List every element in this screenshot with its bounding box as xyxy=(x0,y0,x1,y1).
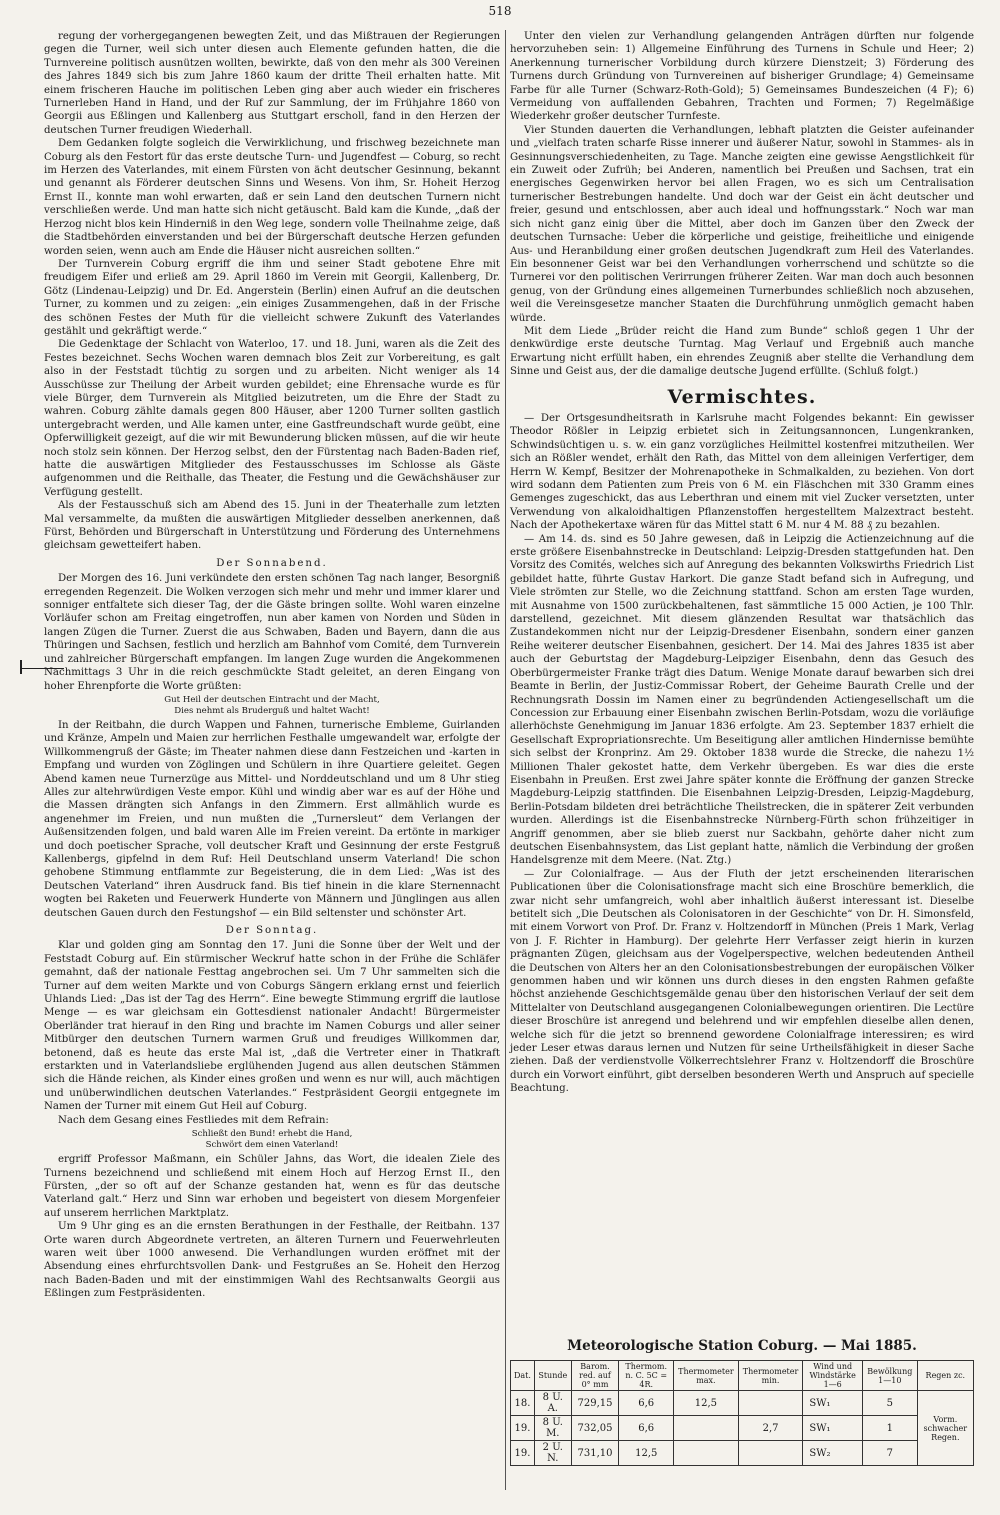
cell-dat: 18. xyxy=(511,1391,535,1416)
verse-line: Gut Heil der deutschen Eintracht und der Macht, xyxy=(164,694,380,705)
cell-max xyxy=(674,1416,739,1441)
paragraph: regung der vorhergegangenen bewegten Zeit, und das Mißtrauen der Regierungen gegen die Turner, weil sich unter diesen auch Elemente gefunden hatten, die die Turnvereine politisch ausnützen wollten, bewirkte, daß von den mehr als 300 Vereinen des Jahres 1849 sich bis zum Jahre 1860 kaum der dritte Theil erhalten hatte. Mit einem frischeren Hauche im politischen Leben ging aber auch wieder ein frischeres Turnerleben Hand in Hand, und der Ruf zur Sammlung, der im Frühjahre 1860 von Georgii aus Eßlingen und Kallenberg aus Stuttgart erscholl, fand in den Herzen der deutschen Turner freudigen Wiederhall. xyxy=(44,31,500,136)
paragraph: In der Reitbahn, die durch Wappen und Fahnen, turnerische Embleme, Guirlanden und Kränze, Ampeln und Maien zur herrlichen Festhalle umgewandelt war, erfolgte der Willkommengruß der Gäste; im Theater nahmen diese dann Festzeichen und -karten in Empfang und wurden von Zöglingen und Schülern in ihre Quartiere geleitet. Gegen Abend kamen neue Turnerzüge aus Mittel- und Norddeutschland und um 8 Uhr stieg Alles zur altehrwürdigen Veste empor. Kühl und windig aber war es auf der Höhe und die Massen drängten sich Anfangs in den Zimmern. Erst allmählich wurde es angenehmer im Freien, und nun mußten die „Turnersleut“ dem Verlangen der Außensitzenden folgen, und bald waren Alle im Freien vereint. Da ertönte in markiger und doch poetischer Sprache, voll deutscher Kraft und Gesinnung der erste Festgruß Kallenbergs, gipfelnd in dem Ruf: Heil Deutschland unserm Vaterland! Die schon gehobene Stimmung entflammte zur Begeisterung, die in dem Lied: „Was ist des Deutschen Vaterland“ ihren Ausdruck fand. Bis tief hinein in die klare Sternennacht wogten bei Raketen und Feuerwerk Hunderte von Männern und Jünglingen aus allen deutschen Gauen durch den Festungshof — ein Bild seltenster und schönster Art. xyxy=(44,719,500,919)
paragraph: — Zur Colonialfrage. — Aus der Fluth der jetzt erscheinenden literarischen Publicationen über die Colonisationsfrage macht sich eine Broschüre bemerklich, die zwar nicht sehr umfangreich, wohl aber inhaltlich äußerst interessant ist. Dieselbe betitelt sich „Die Deutschen als Colonisatoren in der Geschichte“ von Dr. H. Simonsfeld, mit einem Vorwort von Prof. Dr. Franz v. Holtzendorff in München (Preis 1 Mark, Verlag von J. F. Richter in Hamburg). Der gelehrte Herr Verfasser zeigt hierin in kurzen prägnanten Zügen, gleichsam aus der Vogelperspective, welchen bedeutenden Antheil die Deutschen von Alters her an den Colonisationsbestrebungen der europäischen Völker genommen haben und wir können uns durch dieses in den engsten Rahmen gefaßte höchst anziehende Geschichtsgemälde genau über den historischen Verlauf der seit dem Mittelalter von Deutschland ausgegangenen Colonialbewegungen orientiren. Die Lectüre dieser Broschüre ist anregend und belehrend und wir empfehlen dieselbe allen denen, welche sich für die jetzt so brennend gewordene Colonialfrage interessiren; es wird jeder Leser etwas daraus lernen und Nutzen für seine Urtheilsfähigkeit in dieser Sache ziehen. Daß der verdienstvolle Völkerrechtslehrer Franz v. Holtzendorff die Broschüre durch ein Vorwort einführt, gibt derselben besonderen Werth und Anspruch auf specielle Beachtung. xyxy=(510,868,974,1095)
cell-bewoelkung: 1 xyxy=(862,1416,917,1441)
table-row xyxy=(511,1441,974,1466)
header-dat: Dat. xyxy=(511,1361,535,1391)
paragraph: Als der Festausschuß sich am Abend des 15. Juni in der Theaterhalle zum letzten Mal versammelte, da mußten die auswärtigen Mitglieder desselben anerkennen, daß Fürst, Behörden und Bürgerschaft in Unterstützung und Förderung des Unternehmens gleichsam gewetteifert haben. xyxy=(44,500,500,552)
cell-wind: SW₂ xyxy=(803,1441,863,1466)
verse-line: Schwört dem einen Vaterland! xyxy=(205,1140,339,1151)
cell-min xyxy=(738,1391,803,1416)
subheading-sunday: Der Sonntag. xyxy=(225,925,319,936)
cell-barom: 731,10 xyxy=(571,1441,619,1466)
paragraph: Unter den vielen zur Verhandlung gelangenden Anträgen dürften nur folgende hervorzuheben sein: 1) Allgemeine Einführung des Turnens in Schule und Heer; 2) Anerkennung turnerischer Vorbildung durch kürzere Dienstzeit; 3) Förderung des Turnens durch Gründung von Turnvereinen auf bisheriger Grundlage; 4) Gemeinsame Farbe für alle Turner (Schwarz-Roth-Gold); 5) Gemeinsames Bundeszeichen (4 F); 6) Vermeidung von auffallenden Gebahren, Trachten und Formen; 7) Regelmäßige Wiederkehr großer deutscher Turnfeste. xyxy=(510,31,974,123)
paragraph: Um 9 Uhr ging es an die ernsten Berathungen in der Festhalle, der Reitbahn. 137 Orte waren durch Abgeordnete vertreten, an älteren Turnern und Feuerwehrleuten waren weit über 1000 anwesend. Die Verhandlungen wurden eröffnet mit der Absendung eines ehrfurchtsvollen Dank- und Festgrußes an Se. Hoheit den Herzog nach Baden-Baden und mit der einstimmigen Wahl des Rechtsanwalts Georgii aus Eßlingen zum Festpräsidenten. xyxy=(44,1221,500,1300)
paragraph: ergriff Professor Maßmann, ein Schüler Jahns, das Wort, die idealen Ziele des Turnens bezeichnend und schließend mit einem Hoch auf Herzog Ernst II., den Fürsten, „der so oft auf der Schanze gestanden hat, wenn es für das deutsche Vaterland galt.“ Herz und Sinn war erhoben und begeistert von diesem Morgenfeier auf unserem herrlichen Marktplatz. xyxy=(44,1154,500,1219)
paragraph: — Am 14. ds. sind es 50 Jahre gewesen, daß in Leipzig die Actienzeichnung auf die erste größere Eisenbahnstrecke in Deutschland: Leipzig-Dresden stattgefunden hat. Den Vorsitz des Comités, welches sich auf Anregung des bekannten Volkswirths Friedrich List gebildet hatte, führte Gustav Harkort. Die ganze Stadt befand sich in Aufregung, und Viele strömten zur Stelle, wo die Zeichnung stattfand. Schon am ersten Tage wurden, mit Ausnahme von 1500 zurückbehaltenen, fast sämmtliche 15 000 Actien, je 100 Thlr. darstellend, gezeichnet. Mit diesem glänzenden Resultat war thatsächlich das Zustandekommen nicht nur der Leipzig-Dresdener Eisenbahn, sondern einer ganzen Reihe weiterer deutscher Eisenbahnen, gesichert. Der 14. Mai des Jahres 1835 ist aber auch der Geburtstag der Magdeburg-Leipziger Eisenbahn, denn das Gesuch des Oberbürgermeister Franke trägt dies Datum. Wenige Monate darauf bewarben sich drei Beamte in Berlin, der Justiz-Commissar Robert, der Geheime Baurath Crelle und der Rechnungsrath Dossin im Namen einer zu begründenden Actiengesellschaft um die Concession zur Erbauung einer Eisenbahn zwischen Berlin-Potsdam, wozu die vorläufige allerhöchste Genehmigung im Januar 1836 erfolgte. Am 23. September 1837 erhielt die Gesellschaft Expropriationsrechte. Um Beseitigung aller amtlichen Hindernisse bemühte sich selbst der Kronprinz. Am 29. Oktober 1838 wurde die Strecke, die nahezu 1½ Millionen Thaler gekostet hatte, dem Verkehr übergeben. Es war dies die erste Eisenbahn in Preußen. Erst zwei Jahre später konnte die Eröffnung der ganzen Strecke Magdeburg-Leipzig stattfinden. Die Eisenbahnen Leipzig-Dresden, Leipzig-Magdeburg, Berlin-Potsdam bildeten drei beträchtliche Theilstrecken, die in späterer Zeit verbunden wurden. Allerdings ist die Eisenbahnstrecke Nürnberg-Fürth schon frühzeitiger in Angriff genommen, aber sie blieb zuerst nur Sackbahn, gehörte daher nicht zum deutschen Eisenbahnsystem, das List geplant hatte, nämlich die Verbindung der großen Handelsgrenze mit dem Meere. (Nat. Ztg.) xyxy=(510,533,974,867)
cell-therm: 12,5 xyxy=(619,1441,674,1466)
paragraph: Die Gedenktage der Schlacht von Waterloo, 17. und 18. Juni, waren als die Zeit des Festes bezeichnet. Sechs Wochen waren demnach blos Zeit zur Vorbereitung, es galt also in der Feststadt tüchtig zu sorgen und zu arbeiten. Nicht weniger als 14 Ausschüsse zur Theilung der Arbeit wurden gebildet; eine Ehrensache wurde es für viele Bürger, dem Turnverein als Mitglied beizutreten, um die Ehre der Stadt zu wahren. Coburg zählte damals gegen 800 Häuser, aber 1200 Turner sollten gastlich untergebracht werden, und Alle kamen unter, eine Gastfreundschaft wurde geübt, eine Opferwilligkeit gezeigt, auf die wir mit Bewunderung blicken müssen, auf die wir heute noch stolz sein können. Der Herzog selbst, den der Fürstentag nach Baden-Baden rief, hatte die auswärtigen Mitglieder des Festausschusses im Schlosse als Gäste aufgenommen und die Reithalle, das Theater, die Festung und die Gewächshäuser zur Verfügung gestellt. xyxy=(44,339,500,498)
paragraph: Mit dem Liede „Brüder reicht die Hand zum Bunde“ schloß gegen 1 Uhr der denkwürdige erste deutsche Turntag. Mag Verlauf und Ergebniß auch manche Erwartung nicht erfüllt haben, ein ehrendes Zeugniß aber stellte die Verhandlung dem Sinne und Geist aus, der die damalige deutsche Jugend erfüllte. (Schluß folgt.) xyxy=(510,325,974,378)
table-header-row xyxy=(511,1361,974,1391)
cell-stunde: 2 U. N. xyxy=(534,1441,571,1466)
header-regen: Regen zc. xyxy=(917,1361,973,1391)
cell-min: 2,7 xyxy=(738,1416,803,1441)
header-stunde: Stunde xyxy=(534,1361,571,1391)
right-column xyxy=(510,30,974,1095)
paragraph: Der Turnverein Coburg ergriff die ihm und seiner Stadt gebotene Ehre mit freudigem Eifer und erließ am 29. April 1860 im Verein mit Georgii, Kallenberg, Dr. Götz (Lindenau-Leipzig) und Dr. Ed. Angerstein (Berlin) einen Aufruf an die deutschen Turner, zu kommen und zu zeigen: „ein einiges Zusammengehen, daß in der Frische des schönen Festes der Muth für die vielleicht schwere Zukunft des Vaterlandes gestählt und gekräftigt werde.“ xyxy=(44,258,500,337)
header-bewoelkung: Bewölkung 1—10 xyxy=(862,1361,917,1391)
cell-barom: 732,05 xyxy=(571,1416,619,1441)
page-number: 518 xyxy=(488,4,512,18)
weather-station-block xyxy=(510,1338,974,1466)
weather-title: Meteorologische Station Coburg. — Mai 1885. xyxy=(567,1338,917,1354)
table-row xyxy=(511,1416,974,1441)
table-row xyxy=(511,1391,974,1416)
cell-wind: SW₁ xyxy=(803,1416,863,1441)
verse-line: Schließt den Bund! erhebt die Hand, xyxy=(191,1129,353,1140)
cell-therm: 6,6 xyxy=(619,1416,674,1441)
paragraph: Klar und golden ging am Sonntag den 17. Juni die Sonne über der Welt und der Feststadt Coburg auf. Ein stürmischer Weckruf hatte schon in der Frühe die Schläfer gemahnt, daß der nationale Festtag angebrochen sei. Um 7 Uhr sammelten sich die Turner auf dem weiten Markte und von Coburgs Sängern erklang ernst und feierlich Uhlands Lied: „Das ist der Tag des Herrn“. Eine bewegte Stimmung ergriff die lautlose Menge — es war gleichsam ein Gottesdienst nationaler Andacht! Bürgermeister Oberländer trat hierauf in den Ring und brachte im Namen Coburgs und aller seiner Mitbürger den deutschen Turnern warmen Gruß und freudiges Willkommen dar, betonend, daß es heute das erste Mal ist, „daß die Vertreter einer in Thatkraft erstarkten und in Vaterlandsliebe erglühenden Jugend aus allen deutschen Stämmen sich die Hände reichen, als Kinder eines großen und wenn es nur will, auch mächtigen und unüberwindlichen deutschen Vaterlandes.“ Festpräsident Georgii entgegnete im Namen der Turner mit einem Gut Heil auf Coburg. xyxy=(44,940,500,1113)
header-thermom: Thermom. n. C. 5C = 4R. xyxy=(619,1361,674,1391)
cell-dat: 19. xyxy=(511,1416,535,1441)
cell-min xyxy=(738,1441,803,1466)
cell-barom: 729,15 xyxy=(571,1391,619,1416)
section-title-vermischtes: Vermischtes. xyxy=(667,385,817,408)
paragraph: Nach dem Gesang eines Festliedes mit dem Refrain: xyxy=(58,1114,329,1126)
header-wind: Wind und Windstärke 1—6 xyxy=(803,1361,863,1391)
verse-refrain xyxy=(44,1129,500,1151)
cell-stunde: 8 U. M. xyxy=(534,1416,571,1441)
cell-therm: 6,6 xyxy=(619,1391,674,1416)
header-max: Thermometer max. xyxy=(674,1361,739,1391)
cell-max xyxy=(674,1441,739,1466)
paragraph: Dem Gedanken folgte sogleich die Verwirklichung, und frischweg bezeichnete man Coburg als den Festort für das erste deutsche Turn- und Jugendfest — Coburg, so recht im Herzen des Vaterlandes, mit einem Fürsten von ächt deutscher Gesinnung, bekannt und genannt als Förderer deutschen Sinns und Wesens. Von ihm, Sr. Hoheit Herzog Ernst II., konnte man wohl erwarten, daß er sein Land den deutschen Turnern nicht verschließen werde. Und man hatte sich nicht getäuscht. Bald kam die Kunde, „daß der Herzog nicht blos kein Hinderniß in den Weg lege, sondern volle Theilnahme zeige, daß die Stadtbehörden einverstanden und bei der Bürgerschaft deutsche Herzen gefunden worden seien, wenn auch am Ende die Häuser nicht ausreichen sollten.“ xyxy=(44,138,500,257)
column-divider xyxy=(505,30,506,1490)
paragraph: Der Morgen des 16. Juni verkündete den ersten schönen Tag nach langer, Besorgniß erregenden Regenzeit. Die Wolken verzogen sich mehr und mehr und immer klarer und sonniger entfaltete sich dieser Tag, der die Gäste bringen sollte. Wohl waren einzelne Vorläufer schon am Freitag eingetroffen, nun aber kamen von Norden und Süden in langen Zügen die Turner. Zuerst die aus Schwaben, Baden und Bayern, dann die aus Thüringen und Sachsen, festlich und herzlich am Bahnhof vom Comité, dem Turnverein und zahlreicher Bürgerschaft empfangen. Im langen Zuge wurden die Angekommenen Nachmittags 3 Uhr in die reich geschmückte Stadt geleitet, an deren Eingang von hoher Ehrenpforte die Worte grüßten: xyxy=(44,573,500,692)
cell-bewoelkung: 7 xyxy=(862,1441,917,1466)
cell-stunde: 8 U. A. xyxy=(534,1391,571,1416)
subheading-saturday: Der Sonnabend. xyxy=(216,557,328,569)
paragraph: — Der Ortsgesundheitsrath in Karlsruhe macht Folgendes bekannt: Ein gewisser Theodor Rößler in Leipzig erbietet sich in Zeitungsannoncen, Lungenkranken, Schwindsüchtigen u. s. w. ein ganz vorzügliches Heilmittel kostenfrei mitzutheilen. Wer sich an Rößler wendet, erhält den Rath, das Mittel von dem alleinigen Verfertiger, dem Herrn W. Kempf, Besitzer der Mohrenapotheke in Schmalkalden, zu beziehen. Von dort wird sodann dem Patienten zum Preis von 6 M. ein Fläschchen mit 330 Gramm eines Gemenges zugeschickt, das aus Leberthran und einem mit viel Zucker versetzten, unter Verwendung von alkaloidhaltigen Pflanzenstoffen hergestelltem Malzextract besteht. Nach der Apothekertaxe wären für das Mittel statt 6 M. nur 4 M. 88 ₰ zu bezahlen. xyxy=(510,412,974,532)
verse-line: Dies nehmt als Bruderguß und haltet Wacht! xyxy=(174,705,370,716)
header-barom: Barom. red. auf 0° mm xyxy=(571,1361,619,1391)
cell-dat: 19. xyxy=(511,1441,535,1466)
cell-wind: SW₁ xyxy=(803,1391,863,1416)
cell-regen-remark: Vorm. schwacher Regen. xyxy=(917,1391,973,1466)
paragraph: Vier Stunden dauerten die Verhandlungen, lebhaft platzten die Geister aufeinander und „vielfach traten scharfe Risse innerer und äußerer Natur, sowohl in Stammes- als in Gesinnungsverschiedenheiten, zu Tage. Manche zeigten eine gewisse Aengstlichkeit für ein Zuweit oder Zufrüh; bei Anderen, namentlich bei Preußen und Sachsen, trat ein energisches Gegenwirken hervor bei allen Fragen, wo es sich um Centralisation turnerischer Bestrebungen handelte. Und doch war der Geist ein ächt deutscher und freier, gesund und entschlossen, aber auch ideal und hoffnungsstark.“ Noch war man sich nicht ganz einig über die Mittel, aber doch im Ganzen über den Zweck der deutschen Turnsache: Ueber die körperliche und geistige, freiheitliche und einigende Aus- und Heranbildung einer großen deutschen Jugendkraft zum Heil des Vaterlandes. Ein besonnener Geist war bei den Verhandlungen vorherrschend und schützte so die Turnerei vor den politischen Verirrungen früherer Zeiten. War man doch auch besonnen genug, von der Gründung eines allgemeinen Turnerbundes schließlich noch abzusehen, weil die Vereinsgesetze mancher Staaten die Durchführung unmöglich gemacht haben würde. xyxy=(510,124,974,324)
cell-bewoelkung: 5 xyxy=(862,1391,917,1416)
margin-mark xyxy=(20,658,64,669)
verse-motto xyxy=(44,695,500,717)
weather-table xyxy=(510,1360,974,1466)
header-min: Thermometer min. xyxy=(738,1361,803,1391)
cell-max: 12,5 xyxy=(674,1391,739,1416)
left-column xyxy=(44,30,500,1492)
